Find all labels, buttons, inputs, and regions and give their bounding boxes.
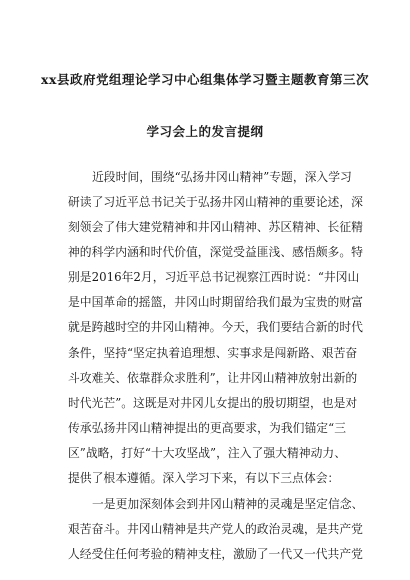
- paragraph-1-line-1: 近段时间，围绕“弘扬井冈山精神”专题，深入学习: [92, 170, 352, 184]
- paragraph-1-line-3: 刻领会了伟大建党精神和井冈山精神、苏区精神、长征精: [68, 220, 363, 234]
- paragraph-1-line-9: 斗攻难关、依靠群众求胜利”，让井冈山精神放射出新的: [68, 371, 358, 385]
- paragraph-1-line-4: 神的科学内涵和时代价值，深觉受益匪浅、感悟颇多。特: [68, 245, 363, 259]
- paragraph-1-line-2: 研读了习近平总书记关于弘扬井冈山精神的重要论述，深: [68, 195, 363, 209]
- paragraph-1-line-8: 条件，坚持“坚定执着追理想、实事求是闯新路、艰苦奋: [68, 346, 358, 360]
- document-title-line-1: xx县政府党组理论学习中心组集体学习暨主题教育第三次: [41, 72, 369, 87]
- paragraph-1-line-11: 传承弘扬井冈山精神提出的更高要求，为我们锚定“三: [68, 421, 346, 435]
- paragraph-1-line-12: 区”战略，打好“十大攻坚战”，注入了强大精神动力、: [68, 446, 346, 460]
- paragraph-2-line-2: 艰苦奋斗。井冈山精神是共产党人的政治灵魂，是共产党: [68, 522, 363, 536]
- paragraph-1-line-10: 时代光芒”。这既是对井冈儿女提出的殷切期望，也是对: [68, 396, 358, 410]
- paragraph-1-line-7: 就是跨越时空的井冈山精神。今天，我们要结合新的时代: [68, 320, 363, 334]
- paragraph-2-line-3: 人经受住任何考验的精神支柱，激励了一代又一代共产党: [68, 547, 363, 561]
- paragraph-1-line-6: 是中国革命的摇篮，井冈山时期留给我们最为宝贵的财富: [68, 295, 363, 309]
- document-title-line-2: 学习会上的发言提纲: [146, 124, 264, 139]
- paragraph-1-line-5: 别是2016年2月，习近平总书记视察江西时说：“井冈山: [68, 270, 360, 284]
- paragraph-2-line-1: 一是更加深刻体会到井冈山精神的灵魂是坚定信念、: [92, 497, 364, 511]
- paragraph-1-line-13: 提供了根本遵循。深入学习下来，有以下三点体会：: [68, 471, 340, 485]
